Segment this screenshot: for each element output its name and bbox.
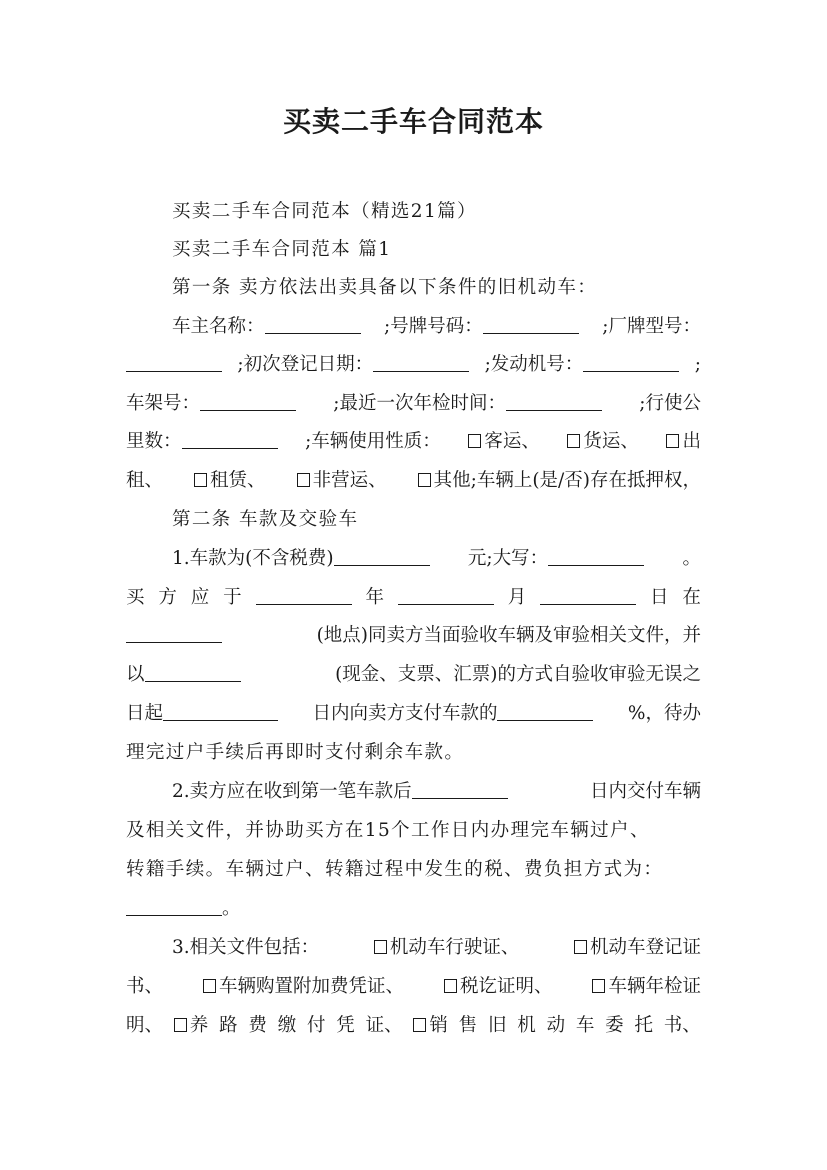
punctuation: 。: [222, 898, 242, 919]
punctuation: ;: [694, 354, 701, 375]
paragraph-line: [172, 780, 701, 804]
checkbox[interactable]: [592, 979, 605, 993]
subtitle-text: 买卖二手车合同范本（精选21篇）: [172, 201, 477, 222]
mileage-label-start: ;行使公: [639, 393, 701, 414]
percent-suffix: %，待办: [627, 703, 701, 724]
word: 方: [158, 587, 177, 608]
plate-number-label: ;号牌号码：: [384, 316, 483, 337]
option-rental-end: 租、: [126, 470, 164, 491]
article-1-text: 第一条 卖方依法出卖具备以下条件的旧机动车：: [172, 277, 598, 298]
option-annual-inspection: 车辆年检证: [608, 976, 701, 997]
paragraph-line: [126, 702, 701, 726]
engine-number-blank[interactable]: [583, 353, 679, 372]
word: 销: [429, 1015, 448, 1036]
option-tax-cert: 税讫证明、: [459, 976, 553, 997]
paragraph-line: [172, 547, 701, 571]
word: 证、: [365, 1015, 403, 1036]
word: 在: [682, 587, 701, 608]
paragraph-line: [126, 975, 701, 999]
option-driving-license: 机动车行驶证、: [389, 937, 520, 958]
word: 路: [219, 1015, 238, 1036]
word: 书、: [663, 1015, 701, 1036]
frame-number-blank[interactable]: [200, 392, 296, 411]
paragraph-text: 理完过户手续后再即时支付剩余车款。: [126, 742, 465, 763]
paragraph-text: 及相关文件，并协助买方在15个工作日内办理完车辆过户、: [126, 820, 650, 841]
word: 书、: [126, 976, 164, 997]
word: 凭: [336, 1015, 355, 1036]
day-blank[interactable]: [540, 586, 636, 605]
word: 付: [306, 1015, 326, 1036]
day-label: 日: [649, 587, 669, 608]
subtitle-line: [172, 200, 701, 224]
word: 应: [190, 587, 210, 608]
paragraph-line: [126, 663, 701, 687]
word: 缴: [277, 1015, 297, 1036]
article-1-heading: [172, 276, 701, 300]
section-heading-text: 买卖二手车合同范本 篇1: [172, 239, 392, 260]
article-2-heading: [172, 508, 701, 532]
word: 委: [605, 1015, 624, 1036]
paragraph-line: [126, 897, 701, 921]
delivery-text: 日内交付车辆: [589, 781, 701, 802]
word: 明、: [126, 1015, 164, 1036]
paragraph-line: [126, 858, 701, 882]
last-inspection-label: ;最近一次年检时间：: [333, 393, 506, 414]
checkbox[interactable]: [567, 434, 580, 448]
model-label: ;厂牌型号：: [602, 316, 701, 337]
paragraph-line: [126, 392, 701, 416]
checkbox[interactable]: [374, 940, 387, 954]
days-blank[interactable]: [163, 702, 278, 721]
option-passenger: 客运、: [484, 431, 540, 452]
paragraph-line: [126, 741, 701, 765]
word: 旧: [487, 1015, 507, 1036]
paragraph-line: [126, 353, 701, 377]
delivery-days-blank[interactable]: [412, 780, 508, 799]
checkbox[interactable]: [297, 473, 310, 487]
location-blank[interactable]: [126, 624, 222, 643]
word: 养: [189, 1015, 209, 1036]
checkbox[interactable]: [194, 473, 207, 487]
payment-method-blank[interactable]: [145, 663, 241, 682]
owner-name-blank[interactable]: [265, 315, 361, 334]
option-purchase-surcharge: 车辆购置附加费凭证、: [218, 976, 404, 997]
price-blank[interactable]: [334, 547, 430, 566]
paragraph-line: [172, 936, 701, 960]
usage-nature-label: ;车辆使用性质：: [305, 431, 441, 452]
paragraph-line: [126, 819, 701, 843]
first-registration-label: ;初次登记日期：: [237, 354, 374, 375]
word: 于: [223, 587, 242, 608]
last-inspection-blank[interactable]: [506, 392, 602, 411]
document-title: 买卖二手车合同范本: [282, 105, 544, 138]
word: 车: [575, 1015, 595, 1036]
month-label: 月: [507, 587, 527, 608]
price-in-words-label: 元;大写：: [467, 548, 549, 569]
mileage-label-end: 里数：: [126, 431, 182, 452]
word: 售: [458, 1015, 478, 1036]
checkbox[interactable]: [203, 979, 216, 993]
first-registration-blank[interactable]: [373, 353, 469, 372]
payment-method-prefix: 以: [126, 664, 145, 685]
paragraph-line: [126, 586, 701, 610]
checkbox[interactable]: [666, 434, 679, 448]
model-blank[interactable]: [126, 353, 222, 372]
frame-number-label: 车架号：: [126, 393, 201, 414]
mileage-blank[interactable]: [182, 430, 278, 449]
year-label: 年: [365, 587, 384, 608]
paragraph-line: [126, 430, 701, 454]
word: 费: [248, 1015, 267, 1036]
price-label: 1.车款为(不含税费): [172, 548, 334, 569]
word: 机: [517, 1015, 536, 1036]
option-non-commercial: 非营运、: [312, 470, 387, 491]
delivery-label: 2.卖方应在收到第一笔车款后: [172, 781, 412, 802]
owner-name-label: 车主名称：: [172, 316, 265, 337]
checkbox[interactable]: [174, 1018, 187, 1032]
tax-burden-blank[interactable]: [126, 897, 222, 916]
payment-method-text: (现金、支票、汇票)的方式自验收审验无误之: [335, 664, 701, 685]
option-freight: 货运、: [583, 431, 639, 452]
location-text: (地点)同卖方当面验收车辆及审验相关文件，并: [316, 625, 701, 646]
word: 托: [634, 1015, 653, 1036]
option-rental-start: 出: [682, 431, 701, 452]
article-2-text: 第二条 车款及交验车: [172, 509, 359, 530]
paragraph-line: [126, 1014, 701, 1038]
payment-percent-blank[interactable]: [497, 702, 593, 721]
option-registration-cert: 机动车登记证: [589, 937, 701, 958]
year-blank[interactable]: [256, 586, 352, 605]
price-in-words-blank[interactable]: [548, 547, 644, 566]
word: 买: [126, 587, 145, 608]
option-lease: 租赁、: [210, 470, 266, 491]
punctuation: 。: [682, 548, 701, 569]
documents-label: 3.相关文件包括：: [172, 937, 320, 958]
checkbox[interactable]: [418, 473, 431, 487]
word: 动: [546, 1015, 566, 1036]
checkbox[interactable]: [468, 434, 481, 448]
checkbox[interactable]: [444, 979, 457, 993]
checkbox[interactable]: [574, 940, 587, 954]
month-blank[interactable]: [398, 586, 494, 605]
checkbox[interactable]: [413, 1018, 426, 1032]
plate-number-blank[interactable]: [483, 315, 579, 334]
engine-number-label: ;发动机号：: [484, 354, 584, 375]
paragraph-text: 转籍手续。车辆过户、转籍过程中发生的税、费负担方式为：: [126, 859, 664, 880]
payment-percent-label: 日内向卖方支付车款的: [312, 703, 498, 724]
paragraph-line: [126, 624, 701, 648]
paragraph-line: [172, 315, 701, 339]
section-heading: [172, 238, 701, 262]
option-other-mortgage: 其他;车辆上(是/否)存在抵押权，: [433, 470, 701, 491]
days-prefix: 日起: [126, 703, 164, 724]
paragraph-line: [126, 469, 701, 493]
